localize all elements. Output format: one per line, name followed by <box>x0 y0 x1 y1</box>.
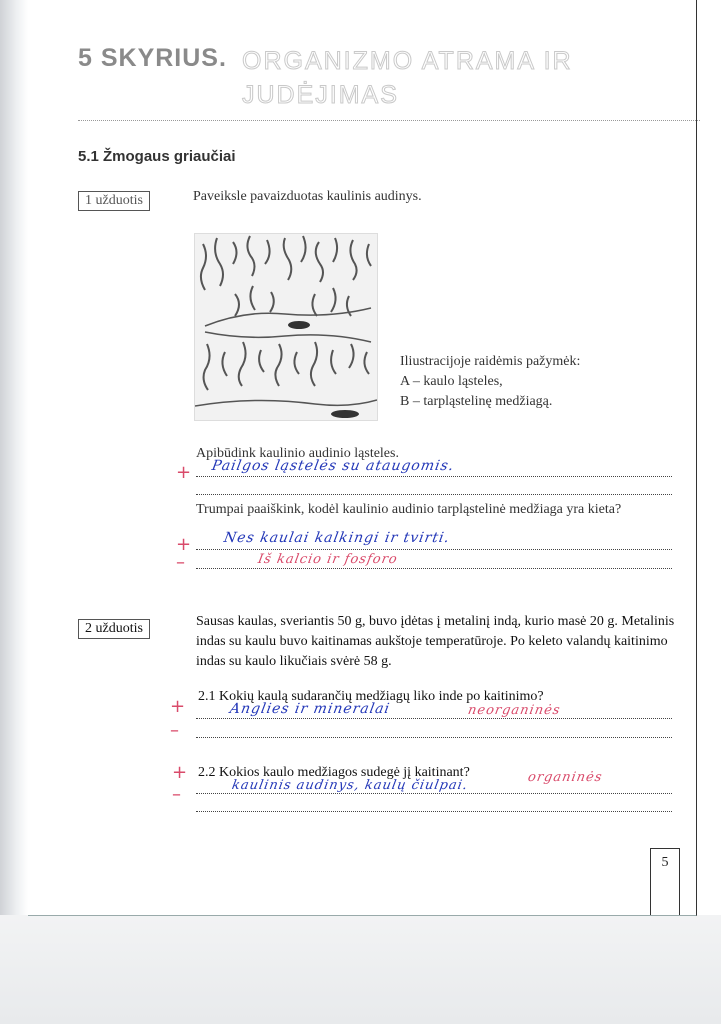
figure-instruction-a: A – kaulo ląsteles, <box>400 374 503 389</box>
teacher-note-1-2: Iš kalcio ir fosforo <box>256 552 399 567</box>
answer-line <box>196 811 672 812</box>
answer-line <box>196 476 672 477</box>
question-1-1: Apibūdink kaulinio audinio ląsteles. <box>196 446 399 461</box>
answer-1-2: Nes kaulai kalkingi ir tvirti. <box>222 530 452 546</box>
answer-2-2: kaulinis audinys, kaulų čiulpai. <box>230 778 470 793</box>
grade-plus-mark: + <box>170 696 186 717</box>
figure-instruction-b: B – tarpląstelinę medžiagą. <box>400 394 553 409</box>
answer-1-1: Pailgos ląstelės su ataugomis. <box>210 458 456 474</box>
answer-line <box>196 793 672 794</box>
answer-line <box>196 568 672 569</box>
scan-edge-shadow <box>0 0 28 1024</box>
answer-line <box>196 737 672 738</box>
answer-line <box>196 549 672 550</box>
task-2-label: 2 užduotis <box>78 619 150 639</box>
grade-minus-mark: – <box>176 552 185 573</box>
scanner-background <box>0 915 721 1024</box>
answer-line <box>196 494 672 495</box>
grade-plus-mark: + <box>176 534 192 555</box>
section-title: 5.1 Žmogaus griaučiai <box>78 148 236 165</box>
question-1-2: Trumpai paaiškink, kodėl kaulinio audinio tarpląstelinė medžiaga yra kieta? <box>196 502 622 517</box>
chapter-number: 5 SKYRIUS. <box>78 44 227 72</box>
figure-instruction: Iliustracijoje raidėmis pažymėk: <box>400 354 581 369</box>
teacher-note-2-1: neorganinės <box>466 703 562 718</box>
task-1-intro: Paveikslе pavaizduotas kaulinis audinys. <box>193 189 422 204</box>
teacher-note-2-2: organinės <box>526 770 604 785</box>
grade-minus-mark: – <box>170 720 179 741</box>
question-2-1: 2.1 Kokių kaulą sudarančių medžiagų liko inde po kaitinimo? <box>198 689 544 704</box>
chapter-title: ORGANIZMO ATRAMA IR JUDĖJIMAS <box>242 47 573 109</box>
answer-2-1: Anglies ir mineralai <box>228 701 392 717</box>
task-1-label: 1 užduotis <box>78 191 150 211</box>
task-2-text: Sausas kaulas, sveriantis 50 g, buvo įdėtas į metalinį indą, kurio masė 20 g. Metalinis indas su kaulu buvo kaitinamas aukštoje temperatūroje. Po keleto valandų kaitinimo indas su kaulo likučiais svėrė 58 g. <box>196 614 675 669</box>
bone-tissue-figure <box>194 233 378 421</box>
question-2-2: 2.2 Kokios kaulo medžiagos sudegė jį kaitinant? <box>198 765 470 780</box>
grade-plus-mark: + <box>176 462 192 483</box>
workbook-page <box>28 0 697 916</box>
answer-line <box>196 718 672 719</box>
grade-minus-mark: – <box>172 784 181 805</box>
page-number: 5 <box>650 848 680 915</box>
header-divider <box>78 120 700 121</box>
grade-plus-mark: + <box>172 762 188 783</box>
